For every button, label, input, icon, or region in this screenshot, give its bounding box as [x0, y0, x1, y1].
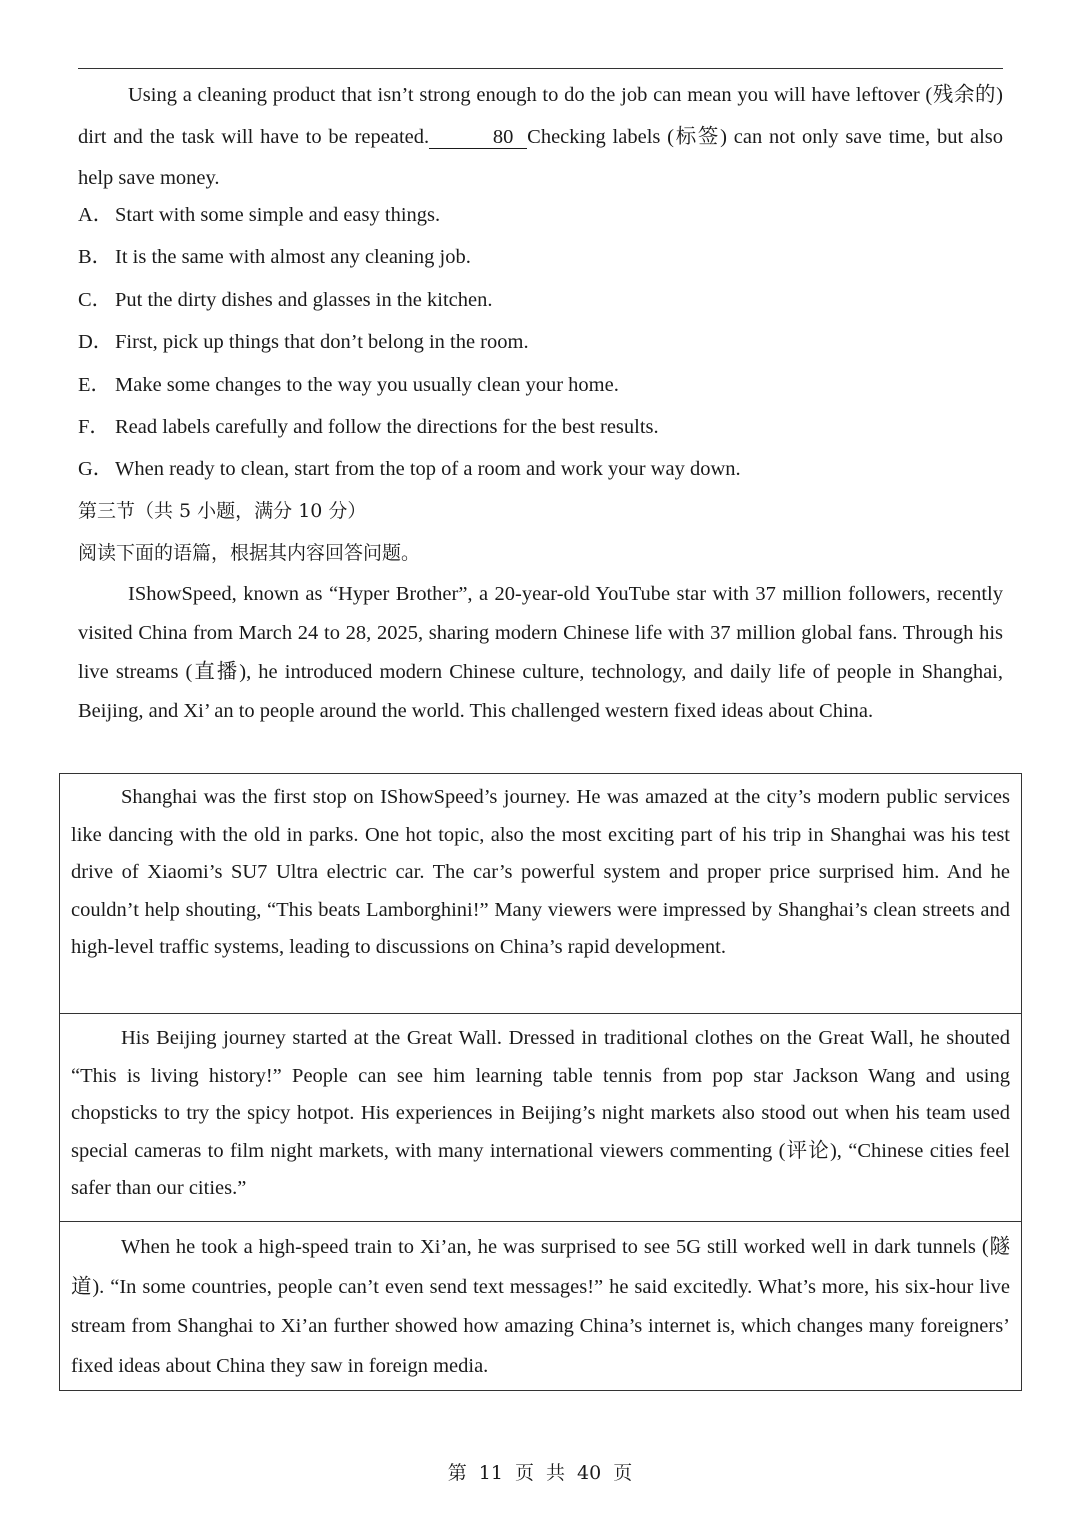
section-heading: 第三节（共 5 小题，满分 10 分） [78, 500, 367, 522]
option-letter: C． [78, 288, 113, 311]
option-e [78, 364, 1003, 406]
option-a [78, 194, 1003, 236]
option-text: Read labels carefully and follow the directions for the best results. [115, 415, 659, 438]
passage-paragraph [78, 75, 1003, 200]
answer-options-list [78, 194, 1003, 491]
option-d [78, 321, 1003, 363]
answer-blank-80: 80 [429, 126, 527, 149]
option-b [78, 236, 1003, 278]
passage-text-after-blank: Checking labels (标签) can not only save time, but also help save money. [78, 125, 1003, 189]
top-divider [78, 68, 1003, 69]
option-text: Put the dirty dishes and glasses in the kitchen. [115, 288, 493, 311]
page-number-footer: 第 11 页 共 40 页 [447, 1462, 633, 1484]
option-g [78, 448, 1003, 490]
table-row-text: When he took a high-speed train to Xi’an, he was surprised to see 5G still worked well in dark tunnels (隧道). “In some countries, people can’t even send text messages!” he said excitedly. What’s more, his six-hour live stream from Shanghai to Xi’an further showed how amazing China’s internet is, which changes many foreigners’ fixed ideas about China they saw in foreign media. [71, 1236, 1010, 1377]
table-row-text: His Beijing journey started at the Great Wall. Dressed in traditional clothes on the Great Wall, he shouted “This is living history!” People can see him learning table tennis from pop star Jackson Wang and using chopsticks to try the spicy hotpot. His experiences in Beijing’s night markets also stood out when his team used special cameras to film night markets, with many international viewers commenting (评论), “Chinese cities feel safer than our cities.” [71, 1027, 1010, 1200]
passage-table [59, 773, 1022, 1391]
option-text: First, pick up things that don’t belong in the room. [115, 331, 529, 354]
option-text: Start with some simple and easy things. [115, 204, 441, 226]
table-row-text: Shanghai was the first stop on IShowSpeed’s journey. He was amazed at the city’s modern public services like dancing with the old in parks. One hot topic, also the most exciting part of his trip in Shanghai was his test drive of Xiaomi’s SU7 Ultra electric car. The car’s powerful system and proper price surprised him. And he couldn’t help shouting, “This beats Lamborghini!” Many viewers were impressed by Shanghai’s clean streets and high-level traffic systems, leading to discussions on China’s rapid development. [71, 786, 1010, 959]
option-c [78, 279, 1003, 321]
option-letter: B． [78, 246, 113, 269]
option-letter: D． [78, 331, 114, 354]
table-row-xian [60, 1222, 1021, 1390]
option-letter: E． [78, 373, 112, 396]
option-text: Make some changes to the way you usually clean your home. [115, 373, 619, 396]
section-instruction: 阅读下面的语篇，根据其内容回答问题。 [78, 542, 421, 564]
table-row-shanghai [60, 774, 1021, 1014]
option-f [78, 406, 1003, 448]
option-letter: A． [78, 204, 114, 226]
option-letter: F． [78, 415, 110, 438]
option-text: It is the same with almost any cleaning job. [115, 246, 471, 269]
table-row-beijing [60, 1014, 1021, 1222]
intro-paragraph: IShowSpeed, known as “Hyper Brother”, a 20-year-old YouTube star with 37 million followers, recently visited China from March 24 to 28, 2025, sharing modern Chinese life with 37 million global fans. Through his live streams (直播), he introduced modern Chinese culture, technology, and daily life of people in Shanghai, Beijing, and Xi’ an to people around the world. This challenged western fixed ideas about China. [78, 583, 1003, 722]
option-letter: G． [78, 458, 114, 481]
passage-text-before-blank: Using a cleaning product that isn’t strong enough to do the job can mean you will have leftover (残余的) dirt and the task will have to be repeated. [78, 84, 1003, 148]
option-text: When ready to clean, start from the top of a room and work your way down. [115, 458, 741, 481]
